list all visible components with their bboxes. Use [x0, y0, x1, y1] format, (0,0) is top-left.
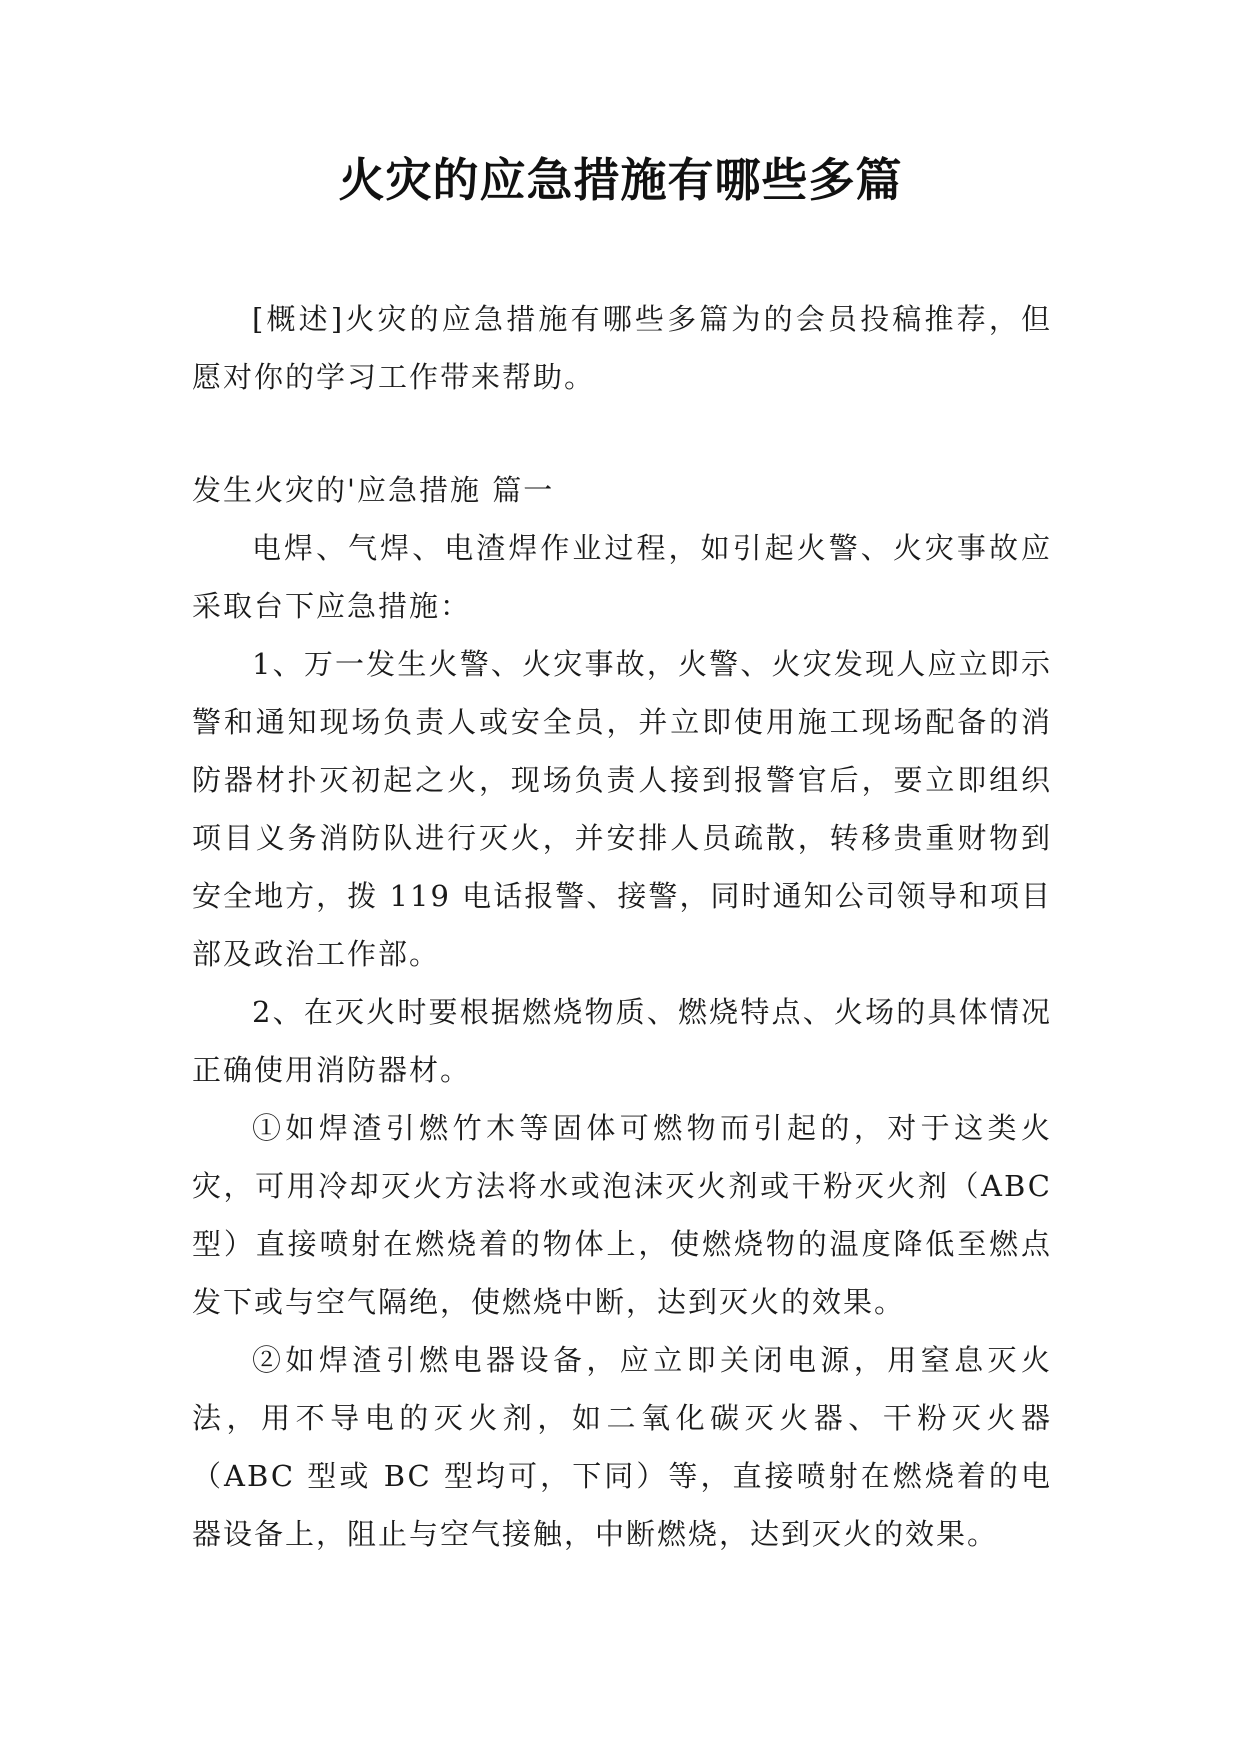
section-content: [192, 461, 1052, 1563]
summary-paragraph: [概述]火灾的应急措施有哪些多篇为的会员投稿推荐，但愿对你的学习工作带来帮助。: [192, 302, 1052, 394]
paragraph-item-1: 1、万一发生火警、火灾事故，火警、火灾发现人应立即示警和通知现场负责人或安全员，并立即使用施工现场配备的消防器材扑灭初起之火，现场负责人接到报警官后，要立即组织项目义务消防队进行灭火，并安排人员疏散，转移贵重财物到安全地方，拨 119 电话报警、接警，同时通知公司领导和项目部及政治工作部。: [192, 647, 1052, 971]
summary-block: [192, 290, 1052, 406]
paragraph-item-2: 2、在灭火时要根据燃烧物质、燃烧特点、火场的具体情况正确使用消防器材。: [192, 995, 1052, 1087]
paragraph-item-2b: ②如焊渣引燃电器设备，应立即关闭电源，用窒息灭火法，用不导电的灭火剂，如二氧化碳灭火器、干粉灭火器（ABC 型或 BC 型均可，下同）等，直接喷射在燃烧着的电器设备上，阻止与空气接触，中断燃烧，达到灭火的效果。: [192, 1343, 1052, 1551]
paragraph-intro: 电焊、气焊、电渣焊作业过程，如引起火警、火灾事故应采取台下应急措施：: [192, 531, 1052, 623]
section-heading: 发生火灾的'应急措施 篇一: [192, 473, 555, 507]
paragraph-item-2a: ①如焊渣引燃竹木等固体可燃物而引起的，对于这类火灾，可用冷却灭火方法将水或泡沫灭火剂或干粉灭火剂（ABC 型）直接喷射在燃烧着的物体上，使燃烧物的温度降低至燃点发下或与空气隔绝，使燃烧中断，达到灭火的效果。: [192, 1111, 1052, 1319]
page-title: 火灾的应急措施有哪些多篇: [338, 153, 903, 207]
